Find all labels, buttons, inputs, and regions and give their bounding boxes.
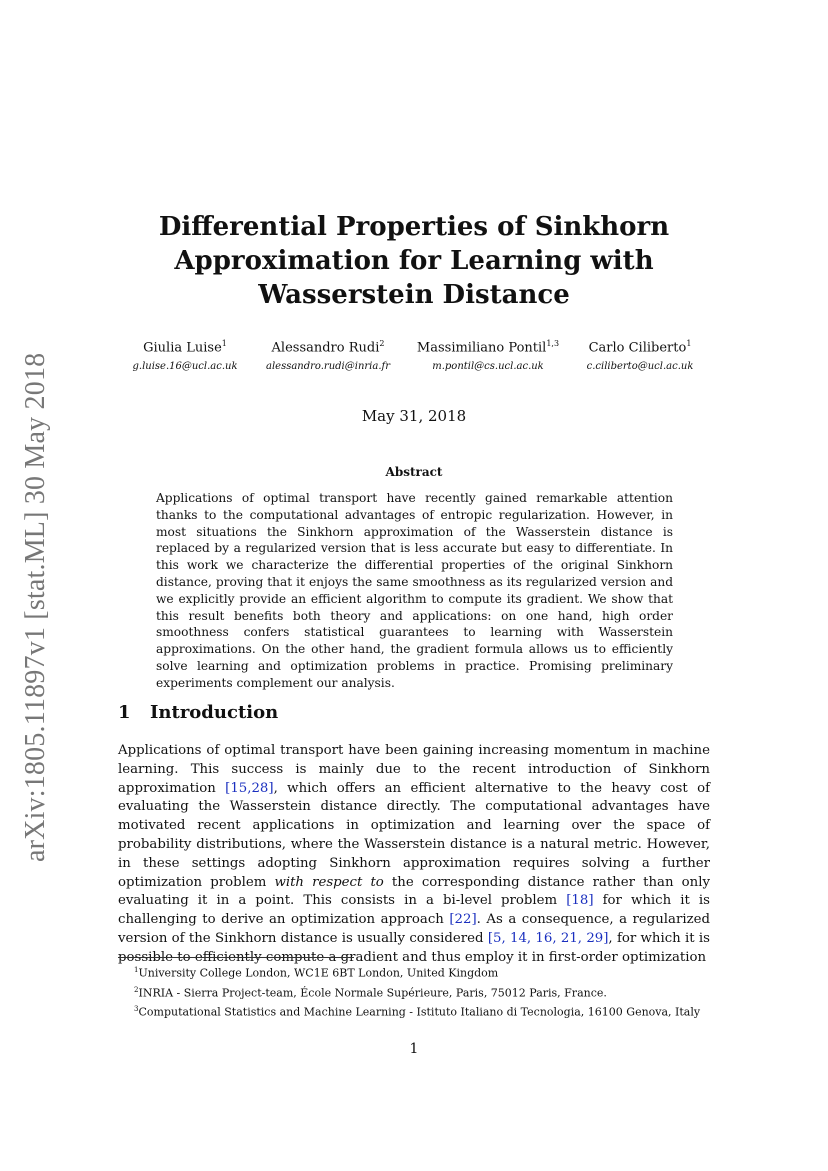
author-2 [248, 336, 408, 378]
author-email[interactable]: m.pontil@cs.ucl.ac.uk [432, 361, 544, 373]
arxiv-stamp [20, 347, 56, 862]
citation-link[interactable]: [15,28] [225, 780, 274, 796]
intro-paragraph [118, 742, 710, 968]
section-number: 1 [118, 702, 131, 723]
author-affiliation-mark: 2 [379, 339, 385, 348]
citation-link[interactable]: [5, 14, 16, 21, 29] [487, 930, 609, 946]
footnote-mark: 1 [134, 966, 139, 974]
intro-text: for which it is challenging to derive an optimization approach [118, 893, 710, 928]
intro-text: the corresponding distance rather than only evaluating it in a point. This consists in a bi-level problem [118, 874, 710, 909]
footnote-1 [134, 962, 724, 982]
publication-date: May 31, 2018 [361, 407, 467, 425]
author-affiliation-mark: 1 [686, 339, 692, 348]
footnote-text: University College London, WC1E 6BT London, United Kingdom [138, 966, 499, 980]
title-line-3: Wasserstein Distance [258, 280, 570, 310]
intro-emphasis: with respect to [274, 874, 384, 890]
intro-text: , which offers an efficient alternative to the heavy cost of evaluating the Wasserstein distance directly. The computational advantages have motivated recent applications in optimization and learning over the space of probability distributions, where the Wasserstein distance is a natural metric. However, in these settings adopting Sinkhorn approximation requires solving a further optimization problem [118, 780, 710, 890]
intro-text: . As a consequence, a regularized version of the Sinkhorn distance is usually considered [118, 912, 710, 946]
title-line-2: Approximation for Learning with [174, 246, 654, 276]
author-affiliation-mark: 1 [221, 339, 227, 348]
paper-title [118, 210, 710, 312]
abstract-heading: Abstract [385, 465, 443, 479]
page-number: 1 [409, 1041, 419, 1057]
footnote-mark: 2 [134, 985, 139, 994]
citation-link[interactable]: [18] [566, 893, 594, 909]
author-name: Carlo Ciliberto [588, 340, 687, 356]
arxiv-stamp-text: arXiv:1805.11897v1 [stat.ML] 30 May 2018 [20, 352, 51, 862]
author-3 [408, 336, 568, 378]
footnote-mark: 3 [134, 1005, 139, 1014]
author-1 [105, 336, 265, 378]
footnotes [134, 962, 724, 1021]
footnote-text: Computational Statistics and Machine Learning - Istituto Italiano di Tecnologia, 16100 Genova, Italy [138, 1005, 701, 1019]
abstract-text: Applications of optimal transport have recently gained remarkable attention thanks to the computational advantages of entropic regularization. However, in most situations the Sinkhorn approximation of the Wasserstein distance is replaced by a regularized version that is less accurate but easy to differentiate. In this work we characterize the differential properties of the original Sinkhorn distance, proving that it enjoys the same smoothness as its regularized version and we explicitly provide an efficient algorithm to compute its gradient. We show that this result benefits both theory and applications: on one hand, high order smoothness confers statistical guarantees to learning with Wasserstein approximations. On the other hand, the gradient formula allows us to efficiently solve learning and optimization problems in practice. Promising preliminary experiments complement our analysis. [156, 491, 673, 690]
author-name: Giulia Luise [143, 340, 222, 356]
section-heading [118, 702, 278, 723]
author-name: Alessandro Rudi [271, 340, 380, 356]
author-affiliation-mark: 1,3 [546, 339, 560, 348]
footnote-text: INRIA - Sierra Project-team, École Normale Supérieure, Paris, 75012 Paris, France. [138, 986, 607, 1000]
intro-text: Applications of optimal transport have been gaining increasing momentum in machine learning. This success is mainly due to the recent introduction of Sinkhorn approximation [118, 743, 710, 796]
section-title: Introduction [150, 702, 279, 723]
citation-link[interactable]: [22] [449, 912, 477, 928]
footnote-2 [134, 982, 724, 1002]
author-4 [560, 336, 720, 378]
author-email[interactable]: g.luise.16@ucl.ac.uk [132, 361, 238, 373]
author-email[interactable]: c.ciliberto@ucl.ac.uk [586, 361, 694, 373]
footnote-3 [134, 1001, 724, 1021]
footnote-rule [118, 957, 354, 958]
author-email[interactable]: alessandro.rudi@inria.fr [265, 361, 390, 373]
intro-text: , for which it is possible to efficiently compute a gradient and thus employ it in first-order optimization [118, 930, 710, 965]
author-list [118, 336, 710, 376]
author-name: Massimiliano Pontil [416, 340, 547, 356]
title-line-1: Differential Properties of Sinkhorn [158, 212, 670, 242]
